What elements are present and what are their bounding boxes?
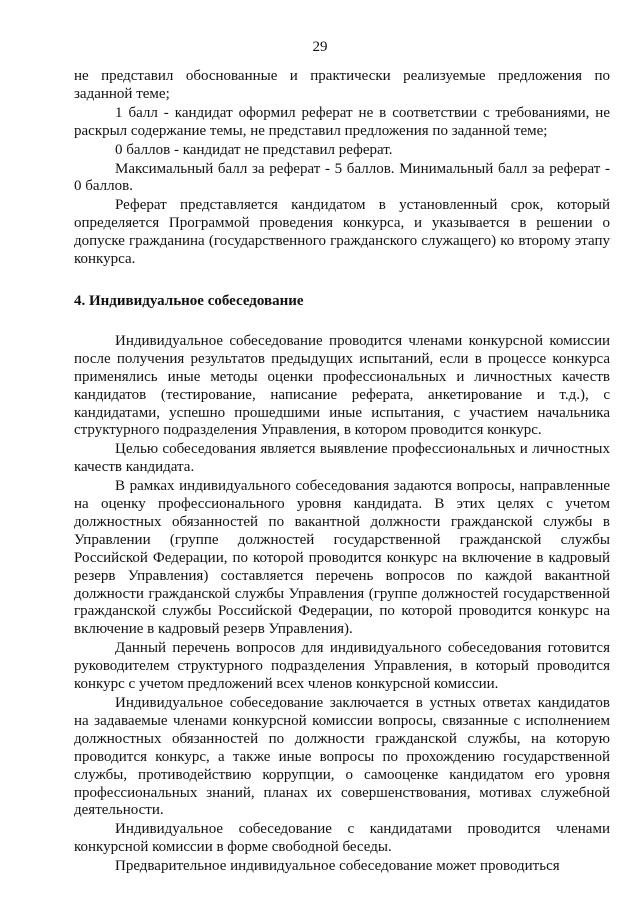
paragraph: В рамках индивидуального собеседования задаются вопросы, направленные на оценку профессионального уровня кандидата. В этих целях с учетом должностных обязанностей по вакантной должности гражданской службы в Управлении (группе должностей государственной гражданской службы Российской Федерации, по которой проводится конкурс на включение в кадровый резерв Управления) составляется перечень вопросов по каждой вакантной должности гражданской службы Управления (группе должностей государственной гражданской службы Российской Федерации, по которой проводится конкурс на включение в кадровый резерв Управления).: [74, 478, 610, 638]
paragraph: Индивидуальное собеседование заключается в устных ответах кандидатов на задаваемые членами конкурсной комиссии вопросы, связанные с исполнением должностных обязанностей по должности гражданской службы, на которую проводится конкурс, а также иные вопросы по прохождению государственной службы, противодействию коррупции, о самооценке кандидатом его уровня профессиональных знаний, планах их совершенствования, мотивах служебной деятельности.: [74, 695, 610, 819]
paragraph: Предварительное индивидуальное собеседование может проводиться: [115, 858, 560, 875]
paragraph: Целью собеседования является выявление профессиональных и личностных качеств кандидата.: [74, 441, 610, 476]
paragraph: Максимальный балл за реферат - 5 баллов. Минимальный балл за реферат - 0 баллов.: [74, 160, 610, 195]
paragraph: Индивидуальное собеседование проводится членами конкурсной комиссии после получения результатов предыдущих испытаний, если в процессе конкурса применялись иные методы оценки профессиональных и личностных качеств кандидатов (тестирование, написание реферата, анкетирование и т.д.), с кандидатами, успешно прошедшими иные испытания, с участием начальника структурного подразделения Управления, в котором проводится конкурс.: [74, 332, 610, 439]
paragraph: не представил обоснованные и практически реализуемые предложения по заданной теме;: [74, 68, 610, 102]
paragraph: 0 баллов - кандидат не представил реферат.: [115, 141, 393, 158]
paragraph: 1 балл - кандидат оформил реферат не в соответствии с требованиями, не раскрыл содержание темы, не представил предложения по заданной теме;: [74, 104, 610, 139]
top-paragraphs: [74, 68, 610, 269]
paragraph: Индивидуальное собеседование с кандидатами проводится членами конкурсной комиссии в форме свободной беседы.: [74, 821, 610, 856]
page-number: 29: [312, 39, 328, 55]
section-heading: 4. Индивидуальное собеседование: [74, 292, 304, 309]
bottom-paragraphs: [74, 333, 610, 876]
paragraph: Данный перечень вопросов для индивидуального собеседования готовится руководителем структурного подразделения Управления, в который проводится конкурс с учетом предложений всех членов конкурсной комиссии.: [74, 640, 610, 693]
page-body: [74, 68, 610, 877]
paragraph: Реферат представляется кандидатом в установленный срок, который определяется Программой проведения конкурса, и указывается в решении о допуске гражданина (государственного гражданского служащего) ко второму этапу конкурса.: [74, 197, 610, 268]
